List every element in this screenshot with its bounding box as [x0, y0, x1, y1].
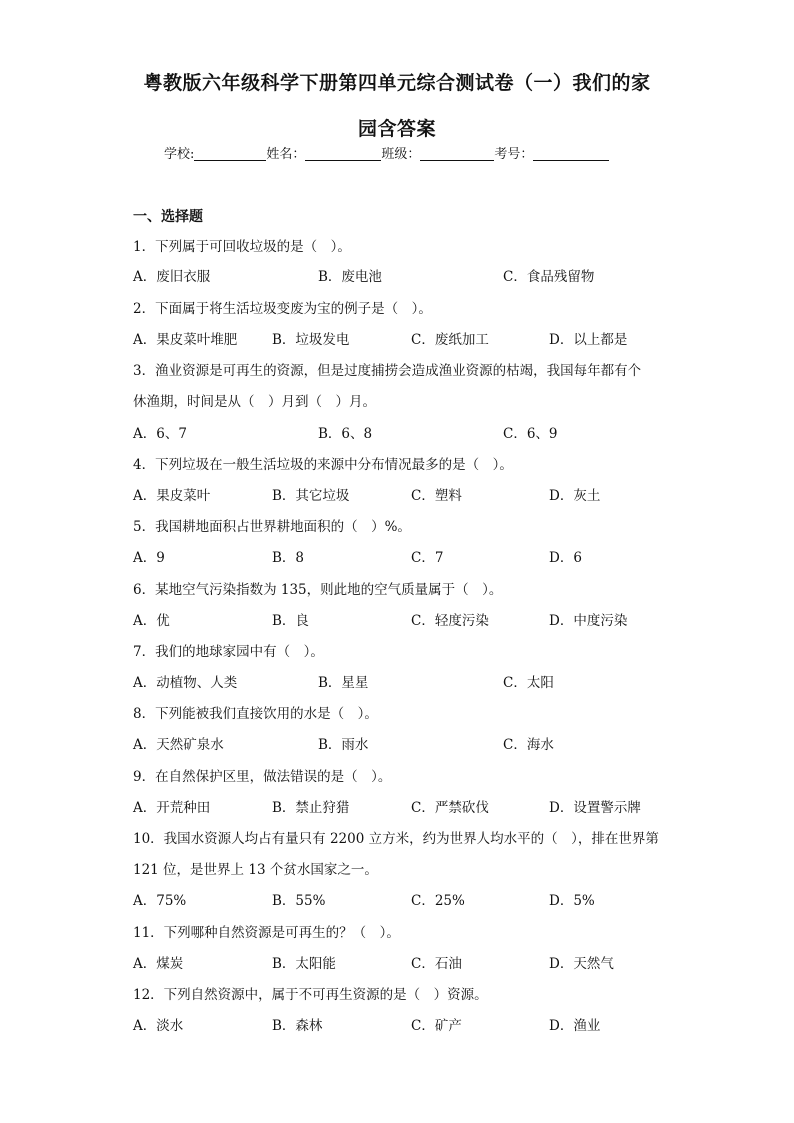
q1-option-c: C．食品残留物	[503, 269, 595, 285]
q11-option-b: B．太阳能	[272, 956, 336, 972]
q5-option-b: B．8	[272, 550, 305, 566]
question-11: 11．下列哪种自然资源是可再生的？（ ）。	[133, 925, 400, 941]
question-8: 8．下列能被我们直接饮用的水是（ ）。	[133, 706, 378, 722]
q9-option-a: A．开荒种田	[133, 800, 211, 816]
q12-option-d: D．渔业	[549, 1018, 601, 1034]
q6-option-b: B．良	[272, 613, 309, 629]
q5-option-a: A．9	[133, 550, 165, 566]
q5-option-d: D．6	[549, 550, 582, 566]
name-label: 姓名：	[266, 147, 306, 162]
q8-option-a: A．天然矿泉水	[133, 737, 224, 753]
question-10-cont: 121 位，是世界上 13 个贫水国家之一。	[133, 862, 378, 878]
section-heading: 一、选择题	[133, 209, 203, 225]
question-3: 3．渔业资源是可再生的资源，但是过度捕捞会造成渔业资源的枯竭，我国每年都有个	[133, 363, 642, 379]
q12-option-c: C．矿产	[411, 1018, 462, 1034]
question-10: 10．我国水资源人均占有量只有 2200 立方米，约为世界人均水平的（ ），排在世界第	[133, 831, 659, 847]
class-blank[interactable]	[420, 146, 494, 161]
question-5: 5．我国耕地面积占世界耕地面积的（ ）%。	[133, 519, 411, 535]
class-label: 班级：	[381, 147, 421, 162]
q4-option-d: D．灰土	[549, 488, 601, 504]
school-blank[interactable]	[194, 146, 266, 161]
exam-title-line2: 园含答案	[357, 118, 436, 140]
q5-option-c: C．7	[411, 550, 444, 566]
q9-option-d: D．设置警示牌	[549, 800, 641, 816]
q2-option-d: D．以上都是	[549, 332, 628, 348]
q12-option-b: B．森林	[272, 1018, 323, 1034]
q4-option-b: B．其它垃圾	[272, 488, 350, 504]
school-label: 学校:	[164, 147, 195, 162]
question-2: 2．下面属于将生活垃圾变废为宝的例子是（ ）。	[133, 301, 432, 317]
q6-option-a: A．优	[133, 613, 170, 629]
number-label: 考号：	[494, 147, 534, 162]
q8-option-b: B．雨水	[318, 737, 369, 753]
q4-option-c: C．塑料	[411, 488, 462, 504]
q11-option-a: A．煤炭	[133, 956, 184, 972]
q10-option-d: D．5%	[549, 893, 595, 909]
q1-option-b: B．废电池	[318, 269, 382, 285]
q10-option-c: C．25%	[411, 893, 465, 909]
question-9: 9．在自然保护区里，做法错误的是（ ）。	[133, 769, 392, 785]
student-info-line	[164, 143, 609, 162]
q3-option-a: A．6、7	[133, 426, 187, 442]
q3-option-c: C．6、9	[503, 426, 558, 442]
q10-option-a: A．75%	[133, 893, 187, 909]
q2-option-c: C．废纸加工	[411, 332, 489, 348]
question-7: 7．我们的地球家园中有（ ）。	[133, 644, 324, 660]
exam-title-line1: 粤教版六年级科学下册第四单元综合测试卷（一）我们的家	[143, 72, 651, 94]
question-1: 1．下列属于可回收垃圾的是（ ）。	[133, 239, 351, 255]
name-blank[interactable]	[305, 146, 381, 161]
question-12: 12．下列自然资源中，属于不可再生资源的是（ ）资源。	[133, 987, 488, 1003]
q12-option-a: A．淡水	[133, 1018, 184, 1034]
q8-option-c: C．海水	[503, 737, 554, 753]
question-3-cont: 休渔期，时间是从（ ）月到（ ）月。	[133, 394, 376, 410]
q4-option-a: A．果皮菜叶	[133, 488, 211, 504]
q6-option-d: D．中度污染	[549, 613, 628, 629]
q7-option-b: B．星星	[318, 675, 369, 691]
q6-option-c: C．轻度污染	[411, 613, 489, 629]
q3-option-b: B．6、8	[318, 426, 373, 442]
q11-option-d: D．天然气	[549, 956, 614, 972]
number-blank[interactable]	[533, 146, 609, 161]
q7-option-c: C．太阳	[503, 675, 554, 691]
q9-option-b: B．禁止狩猎	[272, 800, 350, 816]
q1-option-a: A．废旧衣服	[133, 269, 211, 285]
question-6: 6．某地空气污染指数为 135，则此地的空气质量属于（ ）。	[133, 582, 503, 598]
q7-option-a: A．动植物、人类	[133, 675, 238, 691]
q11-option-c: C．石油	[411, 956, 462, 972]
q10-option-b: B．55%	[272, 893, 326, 909]
q2-option-b: B．垃圾发电	[272, 332, 350, 348]
q2-option-a: A．果皮菜叶堆肥	[133, 332, 238, 348]
question-4: 4．下列垃圾在一般生活垃圾的来源中分布情况最多的是（ ）。	[133, 457, 513, 473]
q9-option-c: C．严禁砍伐	[411, 800, 489, 816]
